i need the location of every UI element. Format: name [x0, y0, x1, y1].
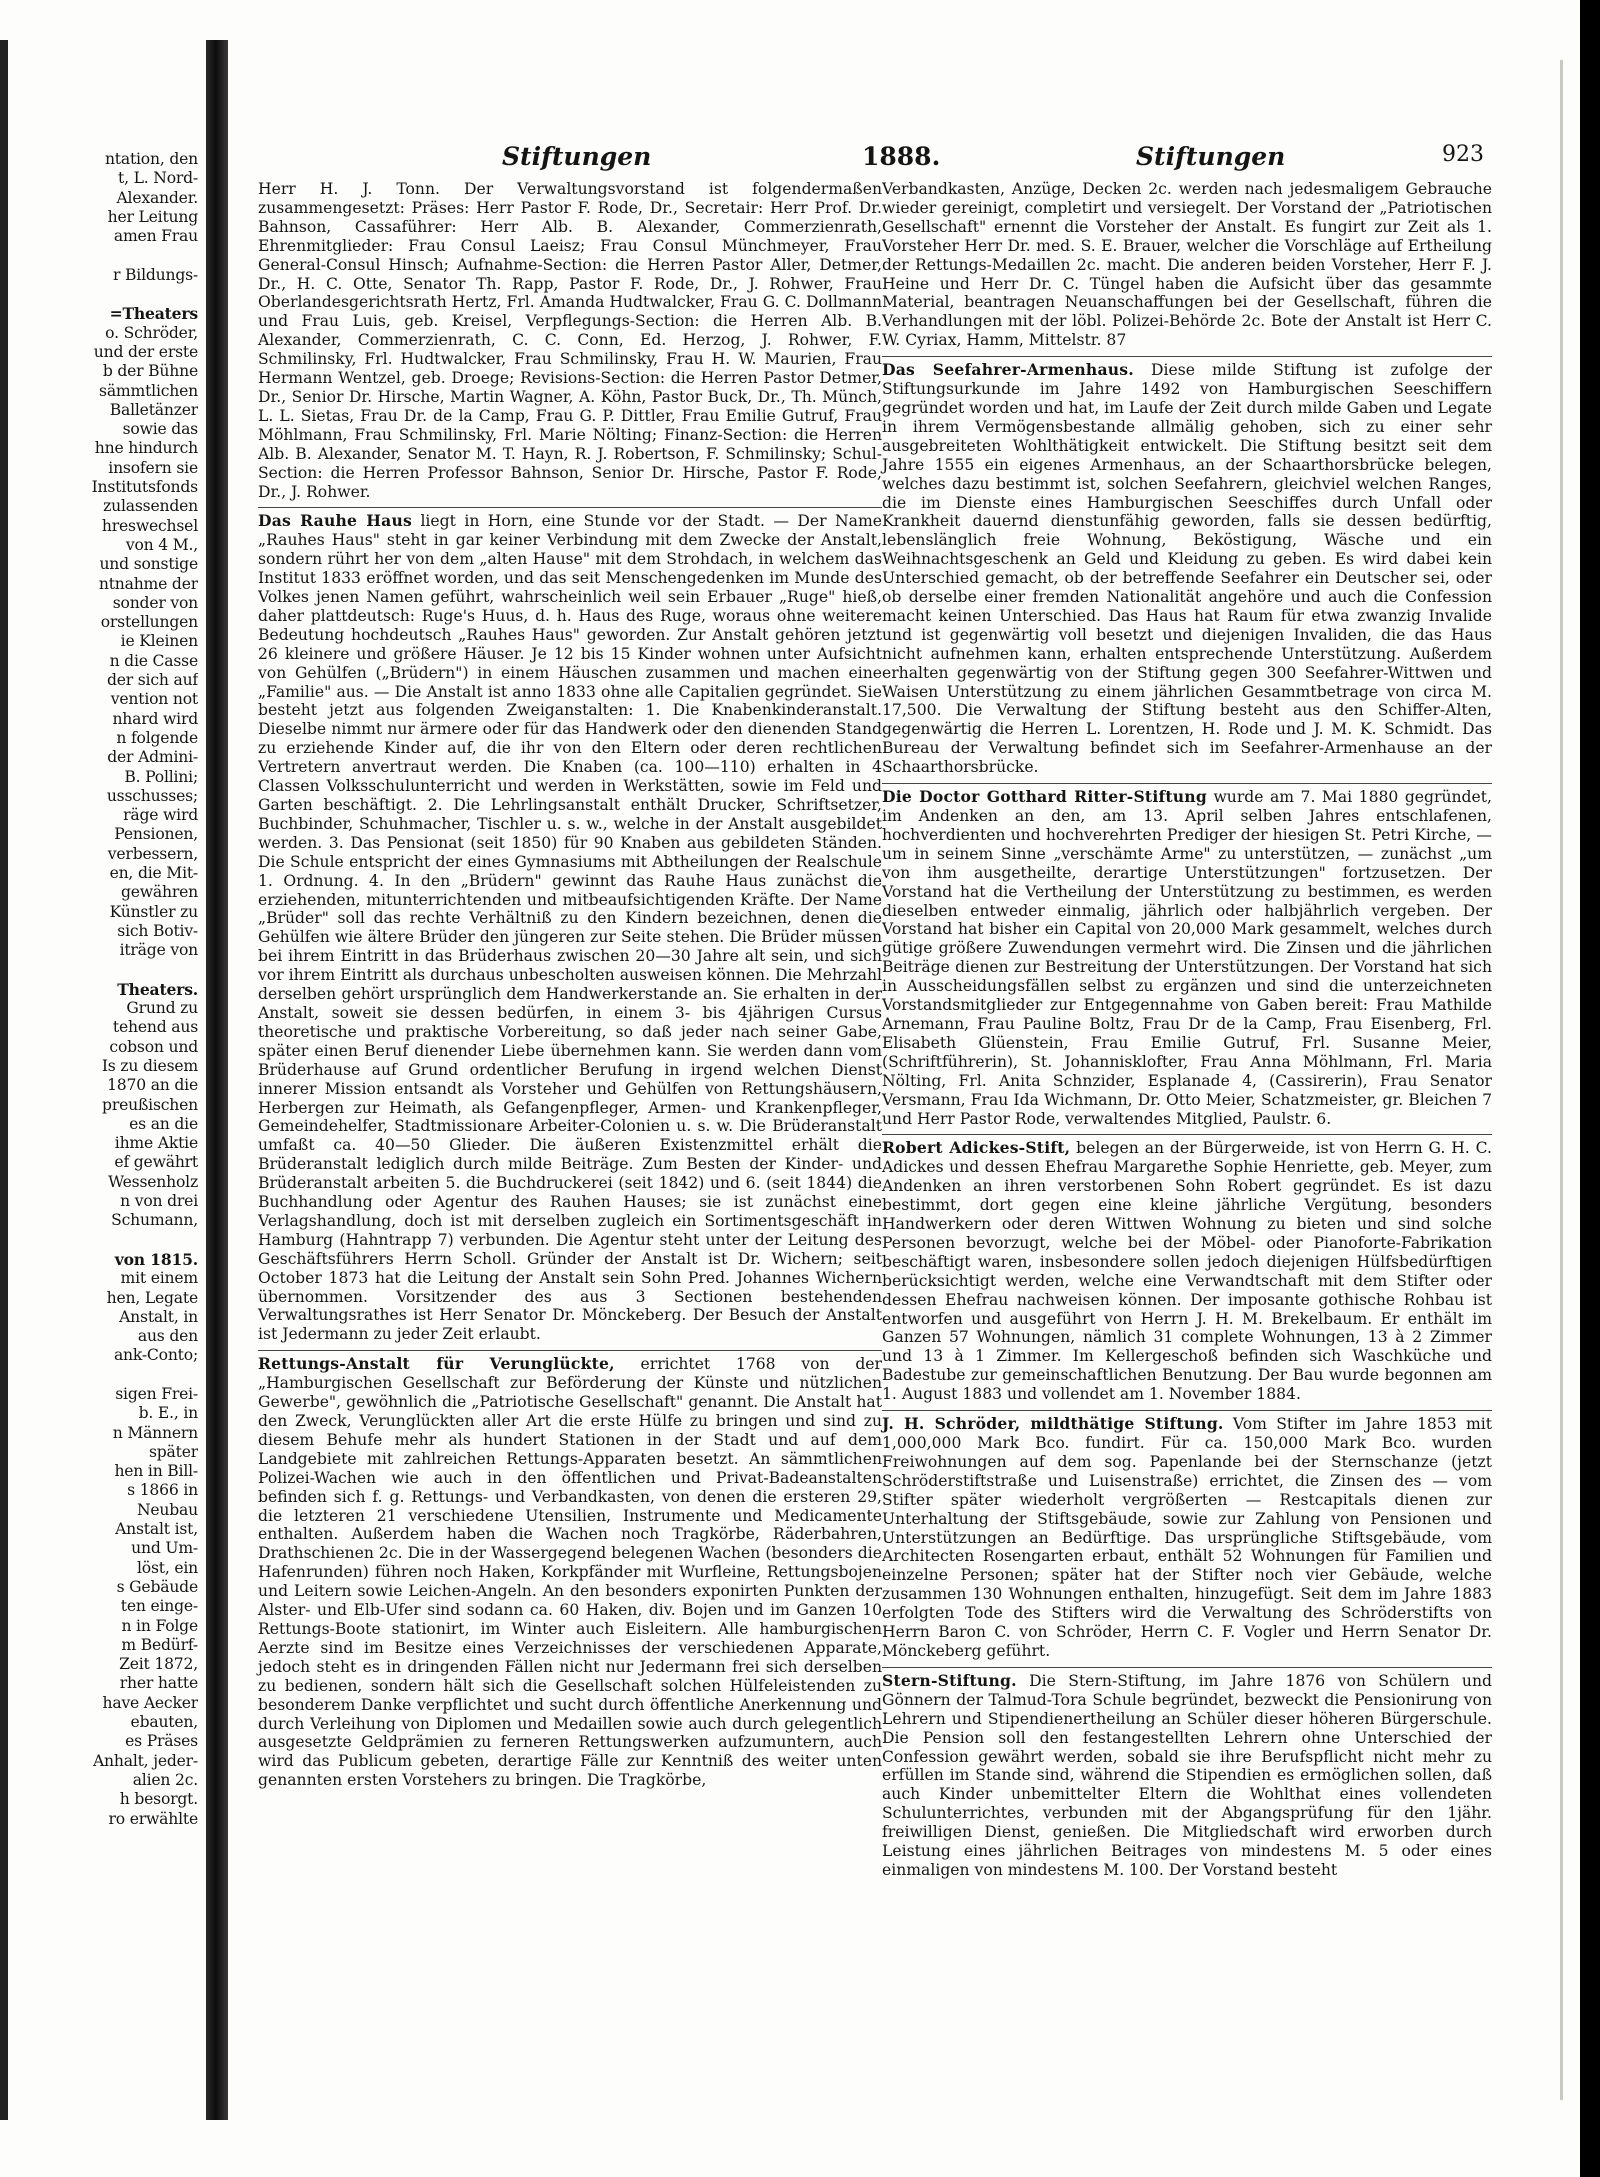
left-fragment-line: Wessenholz [108, 1172, 198, 1191]
paragraph-stern-stiftung: Stern-Stiftung. Die Stern-Stiftung, im Jahre 1876 von Schülern und Gönnern der Talmud-Tora Schule begründet, bezweckt die Pensionirung von Lehrern und Stipendienertheilung an Schüler dieser höheren Bürgerschule. Die Pension soll den festangestellten Lehrern ohne Unterschied der Confession gewährt werden, sobald sie ihre Berufspflicht nicht mehr zu erfüllen im Stande sind, während die Stipendien es ermöglichen sollen, daß auch Kinder unbemittelter Eltern die Wohlthat eines vollendeten Schulunterrichtes, verbunden mit der Abgangsprüfung für den 1jähr. freiwilligen Dienst, genießen. Die Mitgliedschaft wird erworben durch Leistung eines jährlichen Beitrages von mindestens M. 5 oder eines einmaligen von mindestens M. 100. Der Vorstand besteht [882, 1670, 1492, 1879]
left-fragment-line: n von drei [120, 1192, 198, 1211]
left-fragment-line [8, 246, 198, 265]
paragraph-seefahrer-armenhaus: Das Seefahrer-Armenhaus. Diese milde Stiftung ist zufolge der Stiftungsurkunde im Jahre 1492 von Hamburgischen Seeschiffern gegründet worden und hat, im Laufe der Zeit durch milde Gaben und Legate in ihrem Vermögensbestande allmälig gehoben, sich zu einer sehr ausgebreiteten Wohlthätigkeit entwickelt. Die Stiftung besitzt seit dem Jahre 1555 ein eigenes Armenhaus, an der Schaarthorsbrücke belegen, welches dazu bestimmt ist, solchen Seefahrern, gleichviel welchen Ranges, die im Dienste eines Hamburgischen Seeschiffes durch Unfall oder Krankheit dauernd dienstunfähig geworden, falls sie dessen bedürftig, lebenslänglich freie Wohnung, Beköstigung, Wäsche und ein Weihnachtsgeschenk an Geld und Kleidung zu geben. Es wird dabei kein Unterschied gemacht, ob der betreffende Seefahrer ein Deutscher sei, oder ob derselbe einer fremden Nationalität angehöre und auch die Confession macht keinen Unterschied. Das Haus hat Raum für etwa zwanzig Invalide und ist gegenwärtig voll besetzt und diejenigen Invaliden, die das Haus nicht aufnehmen kann, erhalten entsprechende Unterstützung. Außerdem erhalten gegenwärtig von der Stiftung gegen 300 Seefahrer-Wittwen und Waisen Unterstützung zu einem jährlichen Gesammtbetrage von circa M. 17,500. Die Verwaltung der Stiftung besteht aus den Schiffer-Alten, gegenwärtig die Herren L. Lorentzen, H. Rode und J. M. K. Schmidt. Das Bureau der Verwaltung befindet sich im Seefahrer-Armenhause an der Schaarthorsbrücke. [882, 360, 1492, 777]
left-fragment-line: cobson und [109, 1037, 198, 1056]
left-fragment-line: Neubau [136, 1500, 198, 1519]
left-fragment-line: hreswechsel [101, 516, 198, 535]
page-edge [1560, 60, 1563, 2100]
left-fragment-line: ebauten, [130, 1713, 198, 1732]
left-fragment-line: orstellungen [100, 613, 198, 632]
page-number: 923 [1442, 142, 1484, 167]
left-fragment-line: gewähren [120, 883, 198, 902]
left-fragment-line: B. Pollini; [124, 767, 198, 786]
left-fragment-line: amen Frau [113, 227, 198, 246]
left-fragment-line: der sich auf [106, 671, 198, 690]
divider [882, 783, 1492, 784]
left-fragment-line: von 4 M., [125, 535, 198, 554]
left-fragment-line: ro erwählte [108, 1809, 198, 1828]
entry-title-rettungs-anstalt: Rettungs-Anstalt für Verunglückte, [258, 1354, 615, 1374]
header-right-title: Stiftungen [1136, 142, 1286, 171]
left-fragment-line: iträge von [119, 941, 198, 960]
left-edge-shadow [0, 40, 8, 2120]
left-fragment-line: und der erste [93, 342, 198, 361]
left-fragment-line: Zeit 1872, [119, 1655, 198, 1674]
left-fragment-line: hen in Bill- [114, 1462, 198, 1481]
left-fragment-line: 1870 an die [107, 1076, 198, 1095]
entry-title-rauhe-haus: Das Rauhe Haus [258, 511, 412, 531]
divider [882, 1134, 1492, 1135]
divider [258, 507, 882, 508]
left-fragment-line: räge wird [123, 806, 198, 825]
paragraph-verbandkasten: Verbandkasten, Anzüge, Decken 2c. werden nach jedesmaligem Gebrauche wieder gereinigt, completirt und versiegelt. Der Vorstand der „Patriotischen Gesellschaft" ernennt die Vorsteher der Anstalt. Es fungirt zur Zeit als 1. Vorsteher Herr Dr. med. S. E. Brauer, welcher die Vorschläge auf Ertheilung der Rettungs-Medaillen 2c. macht. Die anderen beiden Vorsteher, Herr F. J. Heine und Herr Dr. C. Tüngel haben die Aufsicht über das gesammte Material, beantragen Neuanschaffungen bei der Gesellschaft, führen die Verhandlungen mit der löbl. Polizei-Behörde 2c. Bote der Anstalt ist Herr C. W. Cyriax, Hamm, Mittelstr. 87 [882, 180, 1492, 350]
entry-title-seefahrer-armenhaus: Das Seefahrer-Armenhaus. [882, 360, 1134, 380]
left-fragment-line: sämmtlichen [99, 381, 198, 400]
left-fragment-line: Anhalt, jeder- [92, 1751, 198, 1770]
divider [258, 1350, 882, 1351]
left-fragment-line: verbessern, [107, 844, 198, 863]
left-fragment-line: mit einem [120, 1269, 198, 1288]
left-fragment-line: Grund zu [126, 999, 198, 1018]
left-fragment-line: n folgende [116, 728, 198, 747]
left-fragment-line: r Bildungs- [113, 265, 198, 284]
left-fragment-line: n die Casse [109, 651, 198, 670]
entry-title-stern-stiftung: Stern-Stiftung. [882, 1670, 1017, 1690]
paragraph-ritter-stiftung: Die Doctor Gotthard Ritter-Stiftung wurde am 7. Mai 1880 gegründet, im Andenken an den, am 13. April selben Jahres entschlafenen, hochverdienten und hochverehrten Prediger der hiesigen St. Petri Kirche, — um in seinem Sinne „verschämte Arme" zu unterstützen, — zunächst „um von ihm ausgetheilte, derartige Unterstützungen" fortzusetzen. Der Vorstand hat die Vertheilung der Unterstützung zu bestimmen, es werden dieselben entweder einmalig, jährlich oder halbjährlich vergeben. Der Vorstand hat bisher ein Capital von 20,000 Mark gesammelt, welches durch gütige größere Zuwendungen vermehrt wird. Die Zinsen und die jährlichen Beiträge dienen zur Bestreitung der Unterstützungen. Der Vorstand hat sich in Ausscheidungsfällen selbst zu ergänzen und sind die unterzeichneten Vorstandsmitglieder zur Entgegennahme von Gaben bereit: Frau Mathilde Arnemann, Frau Pauline Boltz, Frau Dr de la Camp, Frau Eisenberg, Frl. Elisabeth Glüenstein, Frau Emilie Gutruf, Frl. Susanne Meier, (Schriftführerin), St. Johannisklofter, Frau Anna Möhlmann, Frl. Maria Nölting, Frl. Anita Schnzider, Esplanade 4, (Cassirerin), Frau Senator Versmann, Frau Ida Wichmann, Dr. Otto Meier, Schatzmeister, gr. Bleichen 7 und Herr Pastor Rode, verwaltendes Mitglied, Paulstr. 6. [882, 787, 1492, 1128]
left-fragment-line: s 1866 in [127, 1481, 198, 1500]
left-fragment-line: tehend aus [112, 1018, 198, 1037]
left-fragment-line: löst, ein [136, 1558, 198, 1577]
divider [882, 1410, 1492, 1411]
left-fragment-line: ntation, den [104, 150, 198, 168]
left-fragment-line: zulassenden [103, 497, 198, 516]
left-fragment-line: n in Folge [121, 1616, 198, 1635]
left-fragment-line: aus den [137, 1327, 198, 1346]
left-fragment-line: sonder von [112, 593, 198, 612]
left-fragment-line: Schumann, [111, 1211, 198, 1230]
left-fragment-line: preußischen [102, 1095, 198, 1114]
left-fragment-line: ntnahme der [98, 574, 198, 593]
left-fragment-line: ef gewährt [114, 1153, 198, 1172]
divider [882, 1667, 1492, 1668]
column-left [258, 180, 882, 1796]
header-left-title: Stiftungen [502, 142, 652, 171]
left-fragment-line: und sonstige [99, 555, 198, 574]
header-year: 1888. [862, 142, 941, 171]
left-fragment-line: b der Bühne [102, 362, 198, 381]
left-fragment-line: Balletänzer [109, 400, 198, 419]
left-fragment-line: Institutsfonds [91, 478, 198, 497]
left-fragment-line [8, 1366, 198, 1385]
entry-title-schroeder-stiftung: J. H. Schröder, mildthätige Stiftung. [882, 1414, 1224, 1434]
left-fragment-line: usschusses; [106, 786, 198, 805]
left-fragment-line: später [148, 1442, 198, 1461]
entry-title-ritter-stiftung: Die Doctor Gotthard Ritter-Stiftung [882, 787, 1207, 807]
book-gutter [206, 40, 228, 2120]
left-fragment-line: nhard wird [112, 709, 198, 728]
left-fragment-line: ihme Aktie [114, 1134, 198, 1153]
left-fragment-line: s Gebäude [116, 1577, 198, 1596]
left-fragment-line: hne hindurch [94, 439, 198, 458]
left-fragment-line [8, 285, 198, 304]
left-fragment-line: t, L. Nord- [118, 169, 198, 188]
paragraph-adickes-stift: Robert Adickes-Stift, belegen an der Bürgerweide, ist von Herrn G. H. C. Adickes und dessen Ehefrau Margarethe Sophie Henriette, geb. Meyer, zum Andenken an ihren verstorbenen Sohn Robert gegründet. Es ist dazu bestimmt, dort gegen eine kleine jährliche Vergütung, besonders Handwerkern oder deren Wittwen Wohnung zu bieten und sind solche Personen bevorzugt, welche bei der Möbel- oder Pianoforte-Fabrikation beschäftigt waren, insbesondere sollen jedoch diejenigen Hülfsbedürftigen berücksichtigt werden, welche eine Verwandtschaft mit dem Stifter oder dessen Ehefrau nachweisen können. Der imposante gothische Rohbau ist entworfen und ausgeführt von Herrn J. H. M. Brekelbaum. Er enthält im Ganzen 57 Wohnungen, nämlich 31 complete Wohnungen, 13 à 2 Zimmer und 13 à 1 Zimmer. Im Kellergeschoß befinden sich Waschküche und Badestube zur gemeinschaftlichen Benutzung. Der Bau wurde begonnen am 1. August 1883 und vollendet am 1. November 1884. [882, 1138, 1493, 1404]
left-fragment-line: m Bedürf- [121, 1635, 198, 1654]
left-fragment-line: Künstler zu [109, 902, 198, 921]
left-fragment-line: sowie das [122, 420, 198, 439]
left-fragment-line: ten einge- [120, 1597, 198, 1616]
left-fragment-line: von 1815. [114, 1249, 198, 1269]
left-fragment-line: Pensionen, [114, 825, 198, 844]
left-fragment-line: n Männern [112, 1423, 198, 1442]
paragraph-rettungs-anstalt: Rettungs-Anstalt für Verunglückte, errichtet 1768 von der „Hamburgischen Gesellschaft zur Beförderung der Künste und nützlichen Gewerbe", gewöhnlich die „Patriotische Gesellschaft" genannt. Die Anstalt hat den Zweck, Verunglückten aller Art die erste Hülfe zu bringen und sind zu diesem Behufe mehr als hundert Stationen in der Stadt und auf dem Landgebiete mit zahlreichen Rettungs-Apparaten besetzt. An sämmtlichen Polizei-Wachen wie auch in den öffentlichen und Privat-Badeanstalten befinden sich f. g. Rettungs- und Verbandkasten, von denen die ersteren 29, die letzteren 21 verschiedene Utensilien, Instrumente und Medicamente enthalten. Außerdem haben die Wachen noch Tragkörbe, Räderbahren, Drathschienen 2c. Die in der Wassergegend belegenen Wachen (besonders die Hafenrunden) führen noch Haken, Korkpfänder mit Wurfleine, Rettungsbojen und Leitern sowie Leichen-Angeln. An den besonders exponirten Punkten der Alster- und Elb-Ufer sind sodann ca. 60 Haken, div. Bojen und im Ganzen 10 Rettungs-Boote stationirt, im Winter auch Eisleitern. Alle hamburgischen Aerzte sind im Besitze eines Verzeichnisses der verschiedenen Apparate, jedoch steht es in dringenden Fällen nicht nur Jedermann frei sich derselben zu bedienen, sondern hält sich die Gesellschaft solchen Hülfeleistenden zu besonderem Danke verpflichtet und sucht durch öffentliche Anerkennung und durch Verleihung von Diplomen und Medaillen sowie auch durch gelegentlich ausgesetzte Geldprämien zu ferneren Rettungswerken aufzumuntern, auch wird das Publicum gebeten, derartige Fälle zur Kenntniß des weiter unten genannten ersten Vorstehers zu bringen. Die Tragkörbe, [258, 1354, 882, 1790]
column-right [882, 180, 1492, 1886]
left-fragment-line [8, 1231, 198, 1250]
left-fragment-line: her Leitung [107, 207, 198, 226]
left-fragment-line: Theaters. [117, 979, 198, 999]
left-fragment-line: und Um- [131, 1539, 198, 1558]
left-fragment-line: hen, Legate [106, 1288, 198, 1307]
left-fragment-line: vention not [110, 690, 198, 709]
left-page-fragment [8, 150, 198, 1829]
left-fragment-line: h besorgt. [119, 1790, 198, 1809]
left-fragment-line: =Theaters [109, 304, 198, 324]
left-fragment-line: Anstalt ist, [115, 1520, 198, 1539]
left-fragment-line: Is zu diesem [101, 1056, 198, 1075]
left-fragment-line: Alexander. [116, 188, 198, 207]
left-fragment-line: es Präses [125, 1732, 198, 1751]
left-fragment-line: insofern sie [108, 458, 198, 477]
paragraph-schroeder-stiftung: J. H. Schröder, mildthätige Stiftung. Vom Stifter im Jahre 1853 mit 1,000,000 Mark Bco. fundirt. Für ca. 150,000 Mark Bco. wurden Freiwohnungen auf dem sog. Papenlande bei der Sternschanze (jetzt Schröderstiftstraße und Luisenstraße) errichtet, die Zinsen des — vom Stifter später wiederholt vergrößerten — Restcapitals dienen zur Unterhaltung der Stiftsgebäude, sowie zur Zahlung von Pensionen und Unterstützungen an Bedürftige. Das ursprüngliche Stiftsgebäude, vom Architecten Rosengarten erbaut, enthält 52 Wohnungen für Familien und einzelne Personen; später hat der Stifter noch vier Gebäude, welche zusammen 130 Wohnungen enthalten, hinzugefügt. Seit dem im Jahre 1883 erfolgten Tode des Stifters wird die Verwaltung des Schröderstifts von Herrn Baron C. von Schröder, Herrn C. F. Vogler und Herrn Senator Dr. Mönckeberg geführt. [882, 1414, 1492, 1660]
paragraph-rauhe-haus: Das Rauhe Haus liegt in Horn, eine Stunde vor der Stadt. — Der Name „Rauhes Haus" steht in gar keiner Verbindung mit dem Zwecke der Anstalt, sondern rührt her von dem „alten Hause" mit dem Strohdach, in welchem das Institut 1833 eröffnet worden, und das seit Menschengedenken im Munde des Volkes jenen Namen geführt, wahrscheinlich weil sein Erbauer „Ruge" hieß, daher plattdeutsch: Ruge's Huus, d. h. Haus des Ruge, woraus ohne weitere Bedeutung hochdeutsch „Rauhes Haus" geworden. Zur Anstalt gehören jetzt 26 kleinere und größere Häuser. Je 12 bis 15 Kinder wohnen unter Aufsicht von Gehülfen („Brüdern") in einem Häuschen zusammen und machen eine „Familie" aus. — Die Anstalt ist anno 1833 ohne alle Capitalien gegründet. Sie besteht jetzt aus folgenden Zweiganstalten: 1. Die Knabenkinderanstalt. Dieselbe nimmt nur ärmere oder für das Handwerk oder den dienenden Stand zu erziehende Kinder auf, die ihr von den Eltern oder deren rechtlichen Vertretern anvertraut werden. Die Knaben (ca. 100—110) erhalten in 4 Classen Volksschulunterricht und werden in Werkstätten, sowie im Feld und Garten beschäftigt. 2. Die Lehrlingsanstalt enthält Drucker, Schriftsetzer, Buchbinder, Schuhmacher, Tischler u. s. w., welche in der Anstalt ausgebildet werden. 3. Das Pensionat (seit 1850) für 90 Knaben aus gebildeten Ständen. Die Schule entspricht der eines Gymnasiums mit Abtheilungen der Realschule 1. Ordnung. 4. In den „Brüdern" gewinnt das Rauhe Haus zunächst die erziehenden, mitunterrichtenden und mitbeaufsichtigenden Kräfte. Der Name „Brüder" soll das rechte Verhältniß zu den Kindern bezeichnen, denen die Gehülfen wie ältere Brüder den jüngeren zur Seite stehen. Die Brüder müssen bei ihrem Eintritt in das Brüderhaus zwischen 20—30 Jahre alt sein, und sich vor ihrem Eintritt als durchaus unbescholten ausweisen können. Die Mehrzahl derselben gehört ursprünglich dem Handwerkerstande an. Sie erhalten in der Anstalt, soweit sie dessen bedürfen, in einem 3- bis 4jährigen Cursus theoretische und praktische Vorbereitung, so daß jeder nach seiner Gabe, später einen Beruf dienender Liebe übernehmen kann. Sie werden dann vom Brüderhause auf Grund ordentlicher Berufung in irgend welchen Dienst innerer Mission entsandt als Vorsteher und Gehülfen von Rettungshäusern, Herbergen zur Heimath, als Gefangenpfleger, Armen- und Krankenpfleger, Gemeindehelfer, Stadtmissionare Arbeiter-Colonien u. s. w. Die Brüderanstalt umfaßt ca. 40—50 Glieder. Die äußeren Existenzmittel erhält die Brüderanstalt lediglich durch milde Beiträge. Zum Besten der Kinder- und Brüderanstalt arbeiten 5. die Buchdruckerei (seit 1842) und 6. (seit 1844) die Buchhandlung oder Agentur des Rauhen Hauses; sie ist zunächst eine Verlagshandlung, doch ist mit derselben zugleich ein Sortimentsgeschäft in Hamburg (Hahntrapp 7) verbunden. Die Agentur steht unter der Leitung des Geschäftsführers Herrn Scholl. Gründer der Anstalt ist Dr. Wichern; seit October 1873 hat die Leitung der Anstalt sein Sohn Pred. Johannes Wichern übernommen. Vorsitzender des aus 3 Sectionen bestehenden Verwaltungsrathes ist Herr Senator Dr. Mönckeberg. Der Besuch der Anstalt ist Jedermann zu jeder Zeit erlaubt. [258, 511, 882, 1344]
left-fragment-line [8, 960, 198, 979]
scan-border [1580, 0, 1600, 2177]
left-fragment-line: der Admini- [107, 748, 198, 767]
left-fragment-line: es an die [129, 1114, 198, 1133]
divider [882, 356, 1492, 357]
left-fragment-line: sigen Frei- [115, 1385, 198, 1403]
entry-title-adickes-stift: Robert Adickes-Stift, [882, 1138, 1071, 1158]
left-fragment-line: have Aecker [102, 1693, 198, 1712]
left-fragment-line: ie Kleinen [120, 632, 198, 651]
left-fragment-line: sich Botiv- [117, 921, 198, 940]
left-fragment-line: Anstalt, in [119, 1307, 198, 1326]
left-fragment-line: ank-Conto; [113, 1346, 198, 1365]
left-fragment-line: alien 2c. [132, 1770, 198, 1789]
left-fragment-line: rher hatte [119, 1674, 198, 1693]
left-fragment-line: b. E., in [138, 1404, 198, 1423]
left-fragment-line: o. Schröder, [105, 323, 198, 342]
left-fragment-line: en, die Mit- [109, 863, 198, 882]
paragraph-verwaltungsvorstand: Herr H. J. Tonn. Der Verwaltungsvorstand ist folgendermaßen zusammengesetzt: Präses: Herr Pastor F. Rode, Dr., Secretair: Herr Prof. Dr. Bahnson, Cassaführer: Herr Alb. B. Alexander, Commerzienrath, Ehrenmitglieder: Frau Consul Laeisz; Frau Consul Münchmeyer, Frau General-Consul Hinsch; Aufnahme-Section: die Herren Pastor Aller, Detmer, Dr., H. C. Otte, Senator Th. Rapp, Pastor F. Rode, Dr., J. Rohwer, Frau Oberlandesgerichtsrath Hertz, Frl. Amanda Hudtwalcker, Frau G. C. Dollmann und Frau Luis, geb. Kreisel, Verpflegungs-Section: die Herren Alb. B. Alexander, Commerzienrath, C. C. Conn, Ed. Herzog, J. Rohwer, F. Schmilinsky, Frl. Hudtwalcker, Frau Schmilinsky, Frau H. W. Maurien, Frau Hermann Wentzel, geb. Droege; Revisions-Section: die Herren Pastor Detmer, Dr., Senior Dr. Hirsche, Martin Wagner, A. Köhn, Pastor Buck, Dr., Th. Münch, L. L. Sietas, Frau Dr. de la Camp, Frau G. P. Dittler, Frau Emilie Gutruf, Frau Möhlmann, Frau Schmilinsky, Frl. Marie Nölting; Finanz-Section: die Herren Alb. B. Alexander, Senator M. T. Hayn, R. J. Robertson, F. Schmilinsky; Schul-Section: die Herren Professor Bahnson, Senior Dr. Hirsche, Pastor F. Rode, Dr., J. Rohwer. [258, 180, 882, 501]
